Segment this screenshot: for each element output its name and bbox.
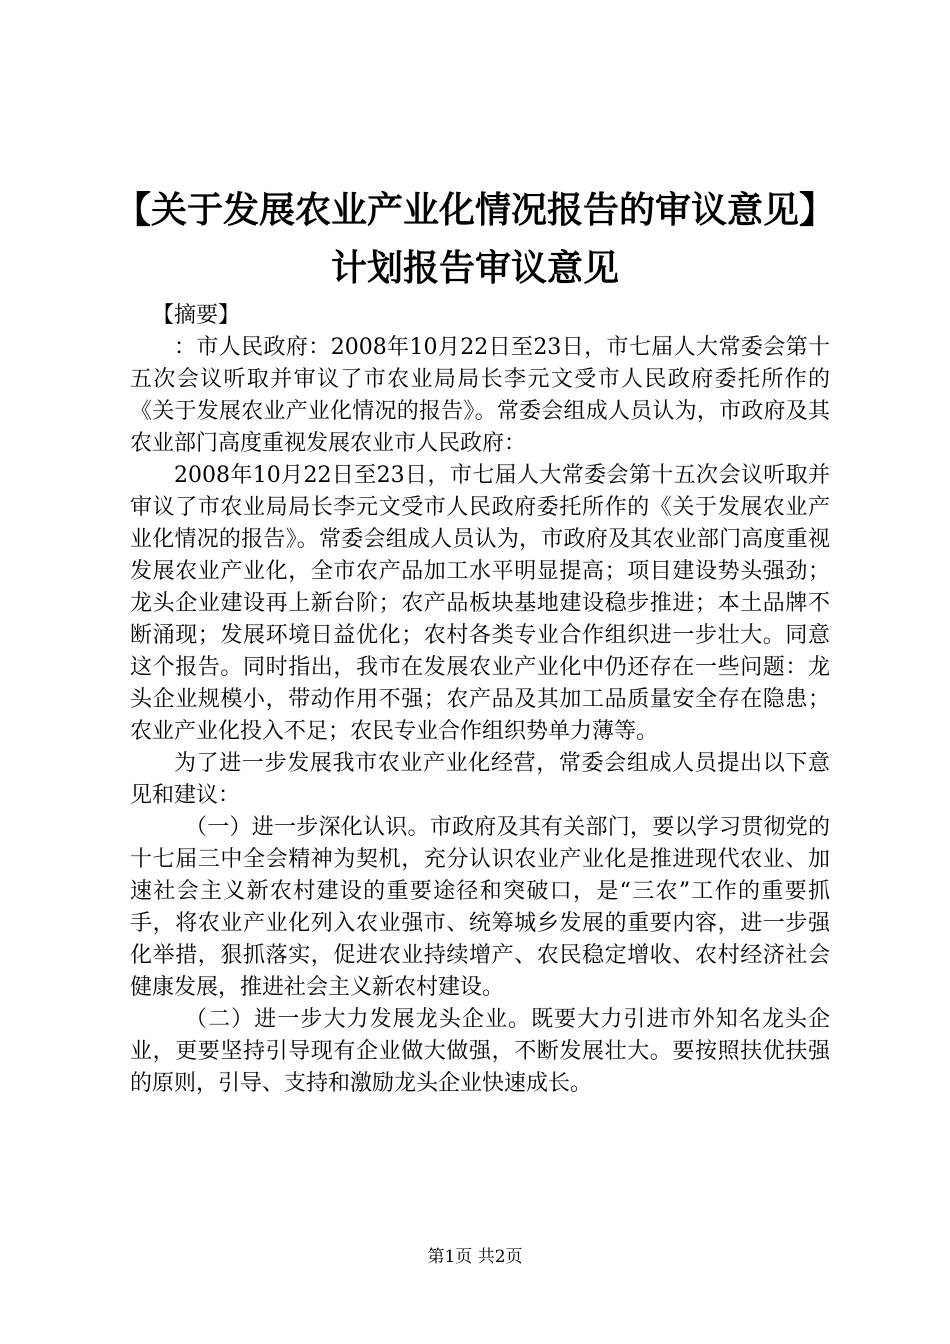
paragraph-3: 为了进一步发展我市农业产业化经营，常委会组成人员提出以下意见和建议： bbox=[130, 751, 830, 808]
paragraph-5: （二）进一步大力发展龙头企业。既要大力引进市外知名龙头企业，更要坚持引导现有企业做大做强，不断发展壮大。要按照扶优扶强的原则，引导、支持和激励龙头企业快速成长。 bbox=[130, 1007, 830, 1096]
paragraph-2: 2008年10月22日至23日，市七届人大常委会第十五次会议听取并审议了市农业局局长李元文受市人民政府委托所作的《关于发展农业产业化情况的报告》。常委会组成人员认为，市政府及其农业部门高度重视发展农业产业化，全市农产品加工水平明显提高；项目建设势头强劲；龙头企业建设再上新台阶；农产品板块基地建设稳步推进；本土品牌不断涌现；发展环境日益优化；农村各类专业合作组织进一步壮大。同意这个报告。同时指出，我市在发展农业产业化中仍还存在一些问题：龙头企业规模小，带动作用不强；农产品及其加工品质量安全存在隐患；农业产业化投入不足；农民专业合作组织势单力薄等。 bbox=[130, 463, 830, 744]
document-title-line2: 计划报告审议意见 bbox=[330, 247, 619, 289]
paragraph-4: （一）进一步深化认识。市政府及其有关部门，要以学习贯彻党的十七届三中全会精神为契机，充分认识农业产业化是推进现代农业、加速社会主义新农村建设的重要途径和突破口，是“三农”工作的重要抓手，将农业产业化列入农业强市、统筹城乡发展的重要内容，进一步强化举措，狠抓落实，促进农业持续增产、农民稳定增收、农村经济社会健康发展，推进社会主义新农村建设。 bbox=[130, 815, 830, 1000]
document-title-line1: 【关于发展农业产业化情况报告的审议意见】 bbox=[114, 189, 835, 231]
paragraph-1: ：市人民政府：2008年10月22日至23日，市七届人大常委会第十五次会议听取并审议了市农业局局长李元文受市人民政府委托所作的《关于发展农业产业化情况的报告》。常委会组成人员认为，市政府及其农业部门高度重视发展农业市人民政府： bbox=[130, 335, 830, 456]
document-body bbox=[130, 300, 830, 1100]
page-number-footer: 第1页 共2页 bbox=[427, 1247, 523, 1267]
abstract-label: 【摘要】 bbox=[152, 303, 241, 328]
